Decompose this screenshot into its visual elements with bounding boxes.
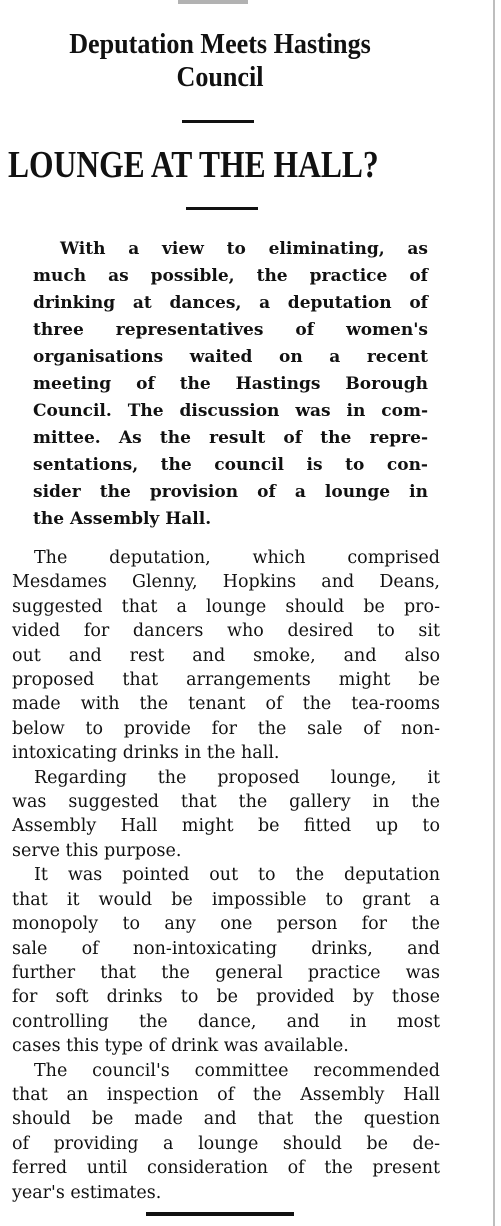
body-line: Regarding the proposed lounge, it	[34, 767, 440, 788]
body-line: cases this type of drink was available.	[12, 1036, 349, 1057]
lede-line: three representatives of women's	[33, 320, 428, 340]
body-line: was suggested that the gallery in the	[12, 792, 440, 813]
body-line: further that the general practice was	[12, 962, 440, 983]
body-line: made with the tenant of the tea-rooms	[12, 694, 440, 715]
body-line: Mesdames Glenny, Hopkins and Deans,	[12, 572, 440, 593]
body-text	[12, 546, 440, 1205]
body-line: controlling the dance, and in most	[12, 1011, 440, 1032]
lede-line: mittee. As the result of the repre-	[33, 428, 428, 448]
body-line: for soft drinks to be provided by those	[12, 987, 440, 1008]
body-line: sale of non-intoxicating drinks, and	[12, 938, 440, 959]
kicker-line-1: Deputation Meets Hastings	[69, 28, 371, 60]
lede-line: Council. The discussion was in com-	[33, 401, 428, 421]
body-line: year's estimates.	[12, 1182, 162, 1203]
lede-paragraph	[33, 236, 428, 533]
body-line: intoxicating drinks in the hall.	[12, 743, 280, 764]
body-line: of providing a lounge should be de-	[12, 1133, 440, 1154]
lede-line: meeting of the Hastings Borough	[33, 374, 428, 394]
lede-line: drinking at dances, a deputation of	[33, 293, 428, 313]
body-line: It was pointed out to the deputation	[34, 865, 440, 886]
lede-line: the Assembly Hall.	[33, 509, 212, 529]
body-line: that it would be impossible to grant a	[12, 889, 440, 910]
lede-line: sentations, the council is to con-	[33, 455, 428, 475]
body-line: suggested that a lounge should be pro-	[12, 596, 440, 617]
body-line: that an inspection of the Assembly Hall	[12, 1084, 440, 1105]
body-line: below to provide for the sale of non-	[12, 718, 440, 739]
body-line: serve this purpose.	[12, 840, 182, 861]
body-line: monopoly to any one person for the	[12, 914, 440, 935]
kicker-line-2: Council	[176, 61, 264, 93]
body-line: should be made and that the question	[12, 1109, 440, 1130]
headline-divider	[186, 207, 258, 210]
kicker-heading	[22, 28, 418, 94]
body-line: ferred until consideration of the present	[12, 1158, 440, 1179]
lede-line: With a view to eliminating, as	[60, 239, 428, 259]
heading-divider	[182, 120, 254, 123]
body-line: out and rest and smoke, and also	[12, 645, 440, 666]
lede-line: much as possible, the practice of	[33, 266, 428, 286]
body-line: The deputation, which comprised	[34, 548, 440, 568]
body-line: proposed that arrangements might be	[12, 670, 440, 691]
body-line: vided for dancers who desired to sit	[12, 621, 440, 642]
top-edge-mark	[178, 0, 248, 4]
lede-line: sider the provision of a lounge in	[33, 482, 428, 502]
headline: LOUNGE AT THE HALL?	[8, 144, 379, 186]
column-rule	[493, 0, 495, 1226]
lede-line: organisations waited on a recent	[33, 347, 428, 367]
body-line: The council's committee recommended	[34, 1060, 440, 1081]
body-line: Assembly Hall might be fitted up to	[12, 816, 440, 837]
end-of-article-rule	[146, 1212, 294, 1216]
